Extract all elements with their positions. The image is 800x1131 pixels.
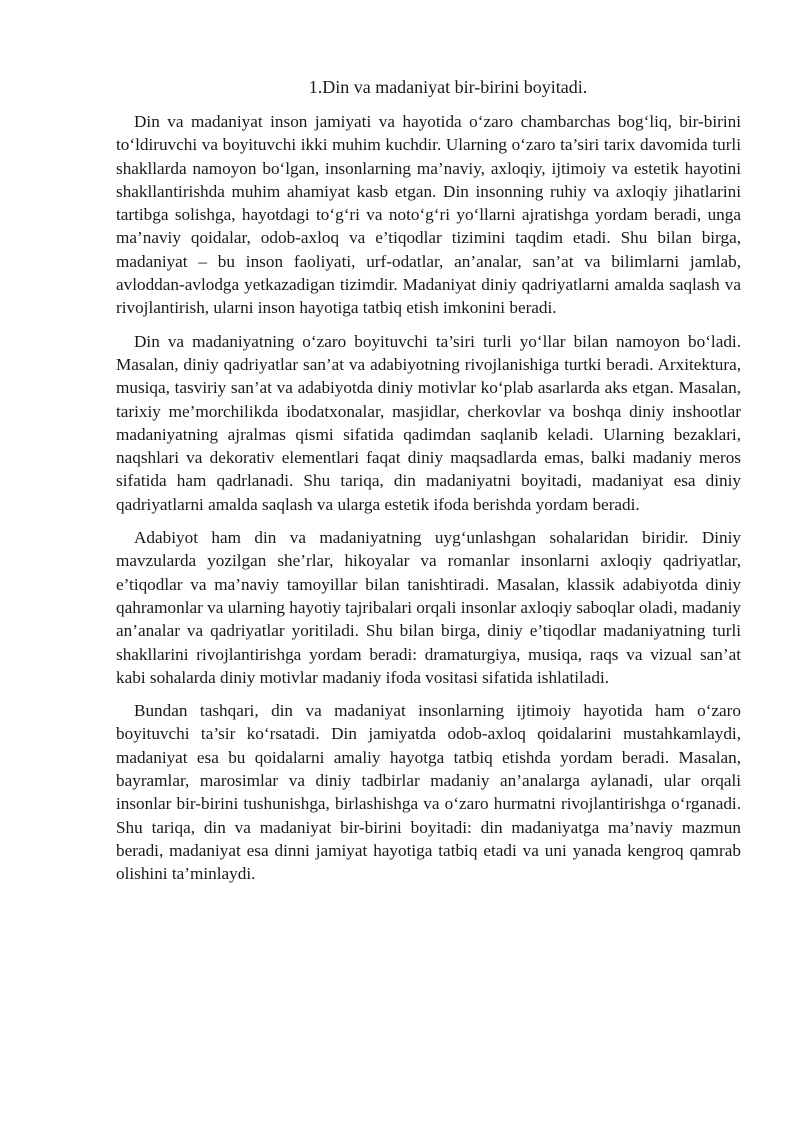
paragraph: Din va madaniyatning o‘zaro boyituvchi ta’siri turli yo‘llar bilan namoyon bo‘ladi. Masalan, diniy qadriyatlar san’at va adabiyotning rivojlanishiga turtki beradi. Arxitektura, musiqa, tasviriy san’at va adabiyotda diniy motivlar ko‘plab asarlarda aks etgan. Masalan, tarixiy me’morchilikda ibodatxonalar, masjidlar, cherkovlar va boshqa diniy inshootlar madaniyatning ajralmas qismi sifatida qadimdan saqlanib keladi. Ularning bezaklari, naqshlari va dekorativ elementlari faqat diniy maqsadlarda emas, balki madaniy meros sifatida ham qadrlanadi. Shu tariqa, din madaniyatni boyitadi, madaniyat esa diniy qadriyatlarni amalda saqlash va ularga estetik ifoda berishda yordam beradi. bbox=[116, 331, 741, 514]
paragraph: Din va madaniyat inson jamiyati va hayotida o‘zaro chambarchas bog‘liq, bir-birini to‘ldiruvchi va boyituvchi ikki muhim kuchdir. Ularning o‘zaro ta’siri tarix davomida turli shakllarda namoyon bo‘lgan, insonlarning ma’naviy, axloqiy, ijtimoiy va estetik hayotini shakllantirishda muhim ahamiyat kasb etgan. Din insonning ruhiy va axloqiy jihatlarini tartibga solishga, hayotdagi to‘g‘ri va noto‘g‘ri yo‘llarni ajratishga yordam beradi, unga ma’naviy qoidalar, odob-axloq va e’tiqodlar tizimini taqdim etadi. Shu bilan birga, madaniyat – bu inson faoliyati, urf-odatlar, an’analar, san’at va bilimlarni jamlab, avloddan-avlodga yetkazadigan tizimdir. Madaniyat diniy qadriyatlarni amalda saqlash va rivojlantirish, ularni inson hayotiga tatbiq etish imkonini beradi. bbox=[116, 112, 741, 318]
section-title: 1.Din va madaniyat bir-birini boyitadi. bbox=[308, 77, 588, 97]
paragraph: Bundan tashqari, din va madaniyat insonlarning ijtimoiy hayotida ham o‘zaro boyituvchi ta’sir ko‘rsatadi. Din jamiyatda odob-axloq qoidalarini mustahkamlaydi, madaniyat esa bu qoidalarni amaliy hayotga tatbiq etishda yordam beradi. Masalan, bayramlar, marosimlar va diniy tadbirlar madaniy an’analarga aylanadi, ular orqali insonlar bir-birini tushunishga, birlashishga va o‘zaro hurmatni rivojlantirishga o‘rganadi. Shu tariqa, din va madaniyat bir-birini boyitadi: din madaniyatga ma’naviy mazmun beradi, madaniyat esa dinni jamiyat hayotiga tatbiq etadi va uni yanada kengroq qamrab olishini ta’minlaydi. bbox=[116, 701, 741, 884]
paragraph: Adabiyot ham din va madaniyatning uyg‘unlashgan sohalaridan biridir. Diniy mavzularda yozilgan she’rlar, hikoyalar va romanlar insonlarni axloqiy qadriyatlar, e’tiqodlar va ma’naviy tamoyillar bilan tanishtiradi. Masalan, klassik adabiyotda diniy qahramonlar va ularning hayotiy tajribalari orqali insonlar axloqiy saboqlar oladi, madaniy an’analar va qadriyatlar yoritiladi. Shu bilan birga, diniy e’tiqodlar madaniyatning turli shakllarini rivojlantirishga yordam beradi: dramaturgiya, musiqa, raqs va vizual san’at kabi sohalarda diniy motivlar madaniy ifoda vositasi sifatida ishlatiladi. bbox=[116, 528, 741, 687]
body-text bbox=[116, 110, 741, 896]
